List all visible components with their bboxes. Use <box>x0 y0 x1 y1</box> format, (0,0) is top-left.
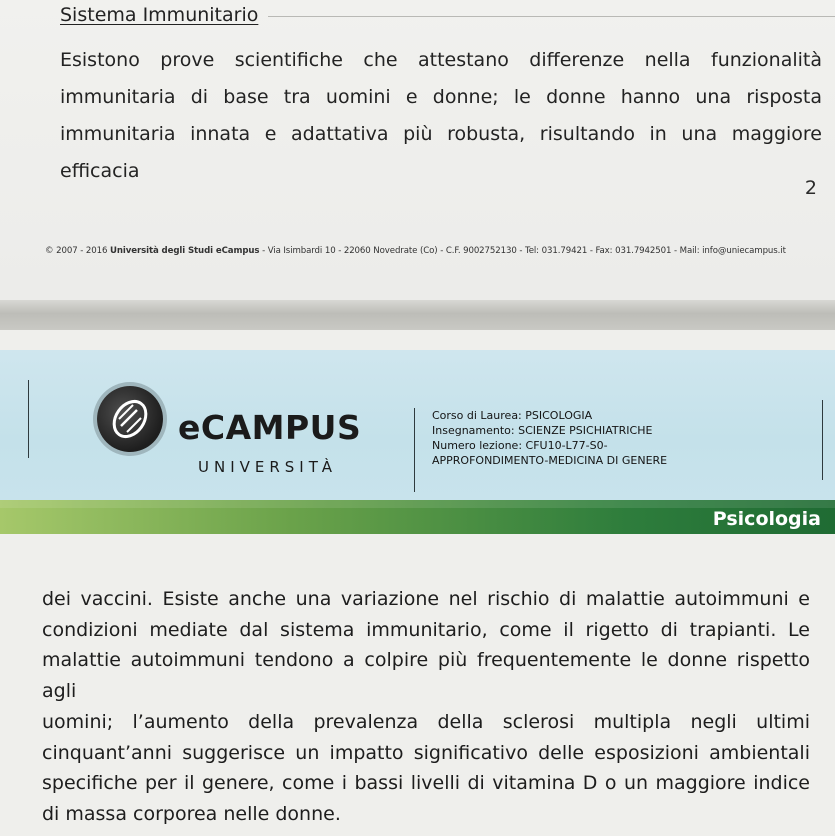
top-page <box>0 0 835 300</box>
ecampus-logo-icon <box>97 386 163 452</box>
lesson-title: APPROFONDIMENTO-MEDICINA DI GENERE <box>432 454 668 467</box>
paragraph-line: dei vaccini. Esiste anche una variazione nel rischio di malattie autoimmuni e <box>42 588 810 610</box>
paragraph-line: uomini; l’aumento della prevalenza della sclerosi multipla negli ultimi <box>42 710 810 733</box>
paragraph-line: cinquant’anni suggerisce un impatto significativo delle esposizioni ambientali <box>42 741 810 764</box>
paragraph-line: Esistono prove scientifiche che attestano differenze nella funzionalità <box>60 49 822 71</box>
footer-prefix: © 2007 - 2016 <box>45 246 110 256</box>
section-title: Sistema Immunitario <box>60 4 259 26</box>
green-bar-highlight <box>0 500 835 508</box>
lesson-number: Numero lezione: CFU10-L77-S0- <box>432 439 608 452</box>
paragraph-line: immunitaria di base tra uomini e donne; le donne hanno una risposta <box>60 86 822 108</box>
header-band <box>0 350 835 500</box>
band-left-line <box>28 380 29 458</box>
info-divider <box>414 408 415 492</box>
page-gap <box>0 300 835 330</box>
paragraph-line: condizioni mediate dal sistema immunitario, come il rigetto di trapianti. Le <box>42 618 810 641</box>
course-subject: Insegnamento: SCIENZE PSICHIATRICHE <box>432 424 653 437</box>
bottom-page <box>0 330 835 836</box>
footer-university: Università degli Studi eCampus <box>109 246 260 256</box>
title-rule <box>268 16 835 17</box>
paragraph-line: immunitaria innata e adattativa più robusta, risultando in una maggiore efficacia <box>60 123 822 182</box>
top-paragraph <box>60 42 822 190</box>
paragraph-line: di massa corporea nelle donne. <box>42 802 341 825</box>
band-right-line <box>822 400 823 480</box>
page-number: 2 <box>804 177 817 199</box>
copyright-footer <box>45 246 825 256</box>
logo-subtitle: UNIVERSITÀ <box>198 458 337 476</box>
footer-details: - Via Isimbardi 10 - 22060 Novedrate (Co) - C.F. 9002752130 - Tel: 031.79421 - Fax: 031.7942501 - Mail: info@uniecampus.it <box>259 246 786 256</box>
subject-label: Psicologia <box>712 508 821 530</box>
logo-name: eCAMPUS <box>178 408 362 447</box>
course-info <box>432 408 667 468</box>
paragraph-line: specifiche per il genere, come i bassi livelli di vitamina D o un maggiore indice <box>42 772 810 795</box>
course-name: Corso di Laurea: PSICOLOGIA <box>432 409 593 422</box>
paragraph-line: malattie autoimmuni tendono a colpire più frequentemente le donne rispetto agli <box>42 649 810 703</box>
bottom-paragraph <box>42 584 810 836</box>
